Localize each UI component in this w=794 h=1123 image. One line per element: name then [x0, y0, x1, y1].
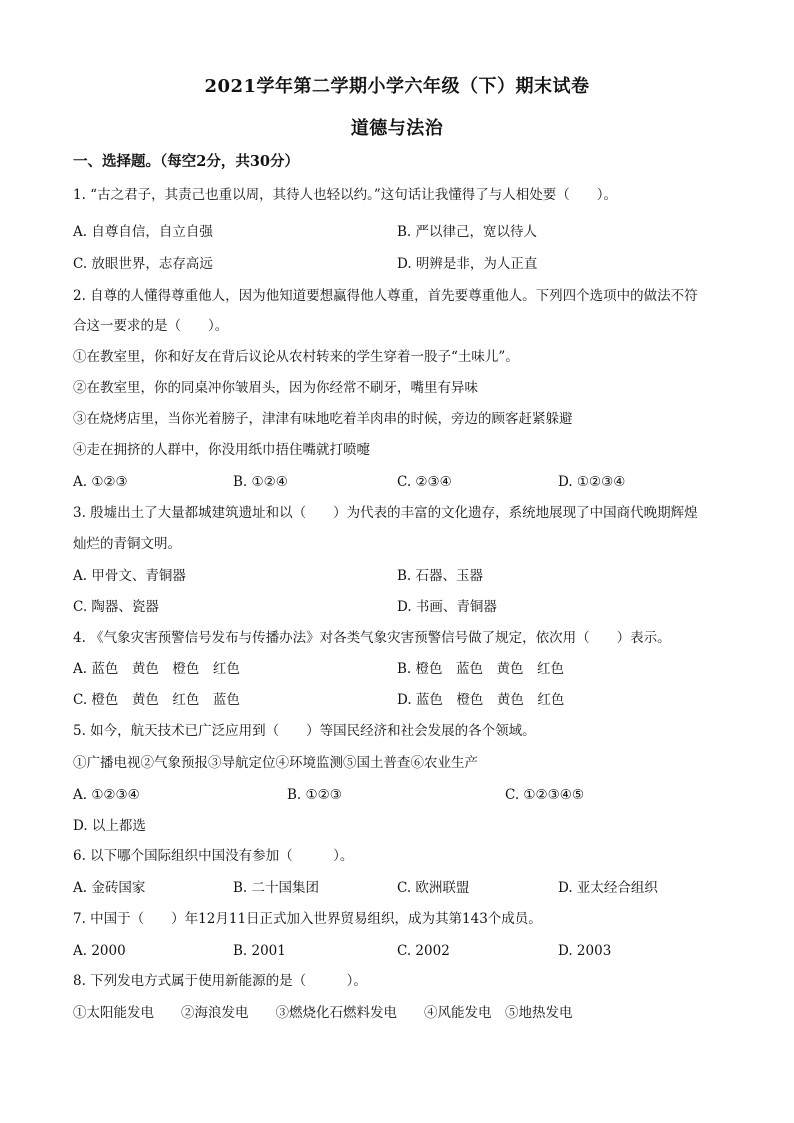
question-2-statement-2: ②在教室里，你的同桌冲你皱眉头，因为你经常不刷牙，嘴里有异味: [73, 380, 478, 396]
question-2-stem-line-2: 合这一要求的是（ ）。: [73, 318, 229, 334]
question-4-option-c: C. 橙色 黄色 红色 蓝色: [73, 692, 240, 708]
question-1-option-d: D. 明辨是非，为人正直: [397, 256, 538, 272]
question-8-stem: 8. 下列发电方式属于使用新能源的是（ ）。: [73, 973, 367, 989]
question-1-stem: 1. “古之君子，其责己也重以周，其待人也轻以约。”这句话让我懂得了与人相处要（ ）。: [73, 187, 617, 203]
question-4-option-a: A. 蓝色 黄色 橙色 红色: [73, 661, 240, 677]
question-2-statement-3: ③在烧烤店里，当你光着膀子，津津有味地吃着羊肉串的时候，旁边的顾客赶紧躲避: [73, 411, 573, 427]
question-2-stem-line-1: 2. 自尊的人懂得尊重他人，因为他知道要想赢得他人尊重，首先要尊重他人。下列四个选项中的做法不符: [73, 288, 698, 304]
question-3-option-d: D. 书画、青铜器: [397, 599, 497, 615]
question-6-stem: 6. 以下哪个国际组织中国没有参加（ ）。: [73, 848, 354, 864]
question-3-stem-line-1: 3. 殷墟出土了大量都城建筑遗址和以（ ）为代表的丰富的文化遗存，系统地展现了中国商代晚期辉煌: [73, 505, 698, 521]
question-5-option-c: C. ①②③④⑤: [505, 787, 584, 803]
question-5-option-b: B. ①②③: [287, 787, 342, 803]
question-7-option-d: D. 2003: [558, 943, 612, 959]
question-2-option-a: A. ①②③: [73, 474, 128, 490]
question-2-option-c: C. ②③④: [397, 474, 452, 490]
question-1-option-c: C. 放眼世界，志存高远: [73, 256, 213, 272]
question-5-option-d: D. 以上都选: [73, 818, 146, 834]
question-2-option-b: B. ①②④: [233, 474, 288, 490]
question-6-option-d: D. 亚太经合组织: [558, 880, 658, 896]
question-6-option-a: A. 金砖国家: [73, 880, 146, 896]
question-7-option-a: A. 2000: [73, 943, 126, 959]
exam-title: 2021学年第二学期小学六年级（下）期末试卷: [204, 76, 590, 97]
question-7-stem: 7. 中国于（ ）年12月11日正式加入世界贸易组织，成为其第143个成员。: [73, 911, 542, 927]
question-7-option-c: C. 2002: [397, 943, 450, 959]
question-8-statement: ①太阳能发电 ②海浪发电 ③燃烧化石燃料发电 ④风能发电 ⑤地热发电: [73, 1005, 573, 1021]
question-4-stem: 4. 《气象灾害预警信号发布与传播办法》对各类气象灾害预警信号做了规定，依次用（ ）表示。: [73, 630, 671, 646]
question-5-option-a: A. ①②③④: [73, 787, 140, 803]
exam-subtitle: 道德与法治: [350, 118, 444, 139]
question-7-option-b: B. 2001: [233, 943, 286, 959]
question-5-stem: 5. 如今，航天技术已广泛应用到（ ）等国民经济和社会发展的各个领域。: [73, 723, 536, 739]
question-2-statement-4: ④走在拥挤的人群中，你没用纸巾捂住嘴就打喷嚏: [73, 442, 370, 458]
question-3-option-a: A. 甲骨文、青铜器: [73, 568, 186, 584]
question-3-option-b: B. 石器、玉器: [397, 568, 484, 584]
question-3-stem-line-2: 灿烂的青铜文明。: [73, 536, 181, 552]
question-5-statement: ①广播电视②气象预报③导航定位④环境监测⑤国土普查⑥农业生产: [73, 755, 478, 771]
question-6-option-b: B. 二十国集团: [233, 880, 320, 896]
question-2-option-d: D. ①②③④: [558, 474, 626, 490]
section-heading: 一、选择题。（每空2分，共30分）: [73, 153, 300, 170]
question-4-option-b: B. 橙色 蓝色 黄色 红色: [397, 661, 565, 677]
question-4-option-d: D. 蓝色 橙色 黄色 红色: [397, 692, 565, 708]
question-2-statement-1: ①在教室里，你和好友在背后议论从农村转来的学生穿着一股子“土味儿”。: [73, 349, 519, 365]
question-3-option-c: C. 陶器、瓷器: [73, 599, 159, 615]
question-1-option-a: A. 自尊自信，自立自强: [73, 224, 213, 240]
question-1-option-b: B. 严以律己，宽以待人: [397, 224, 538, 240]
question-6-option-c: C. 欧洲联盟: [397, 880, 470, 896]
